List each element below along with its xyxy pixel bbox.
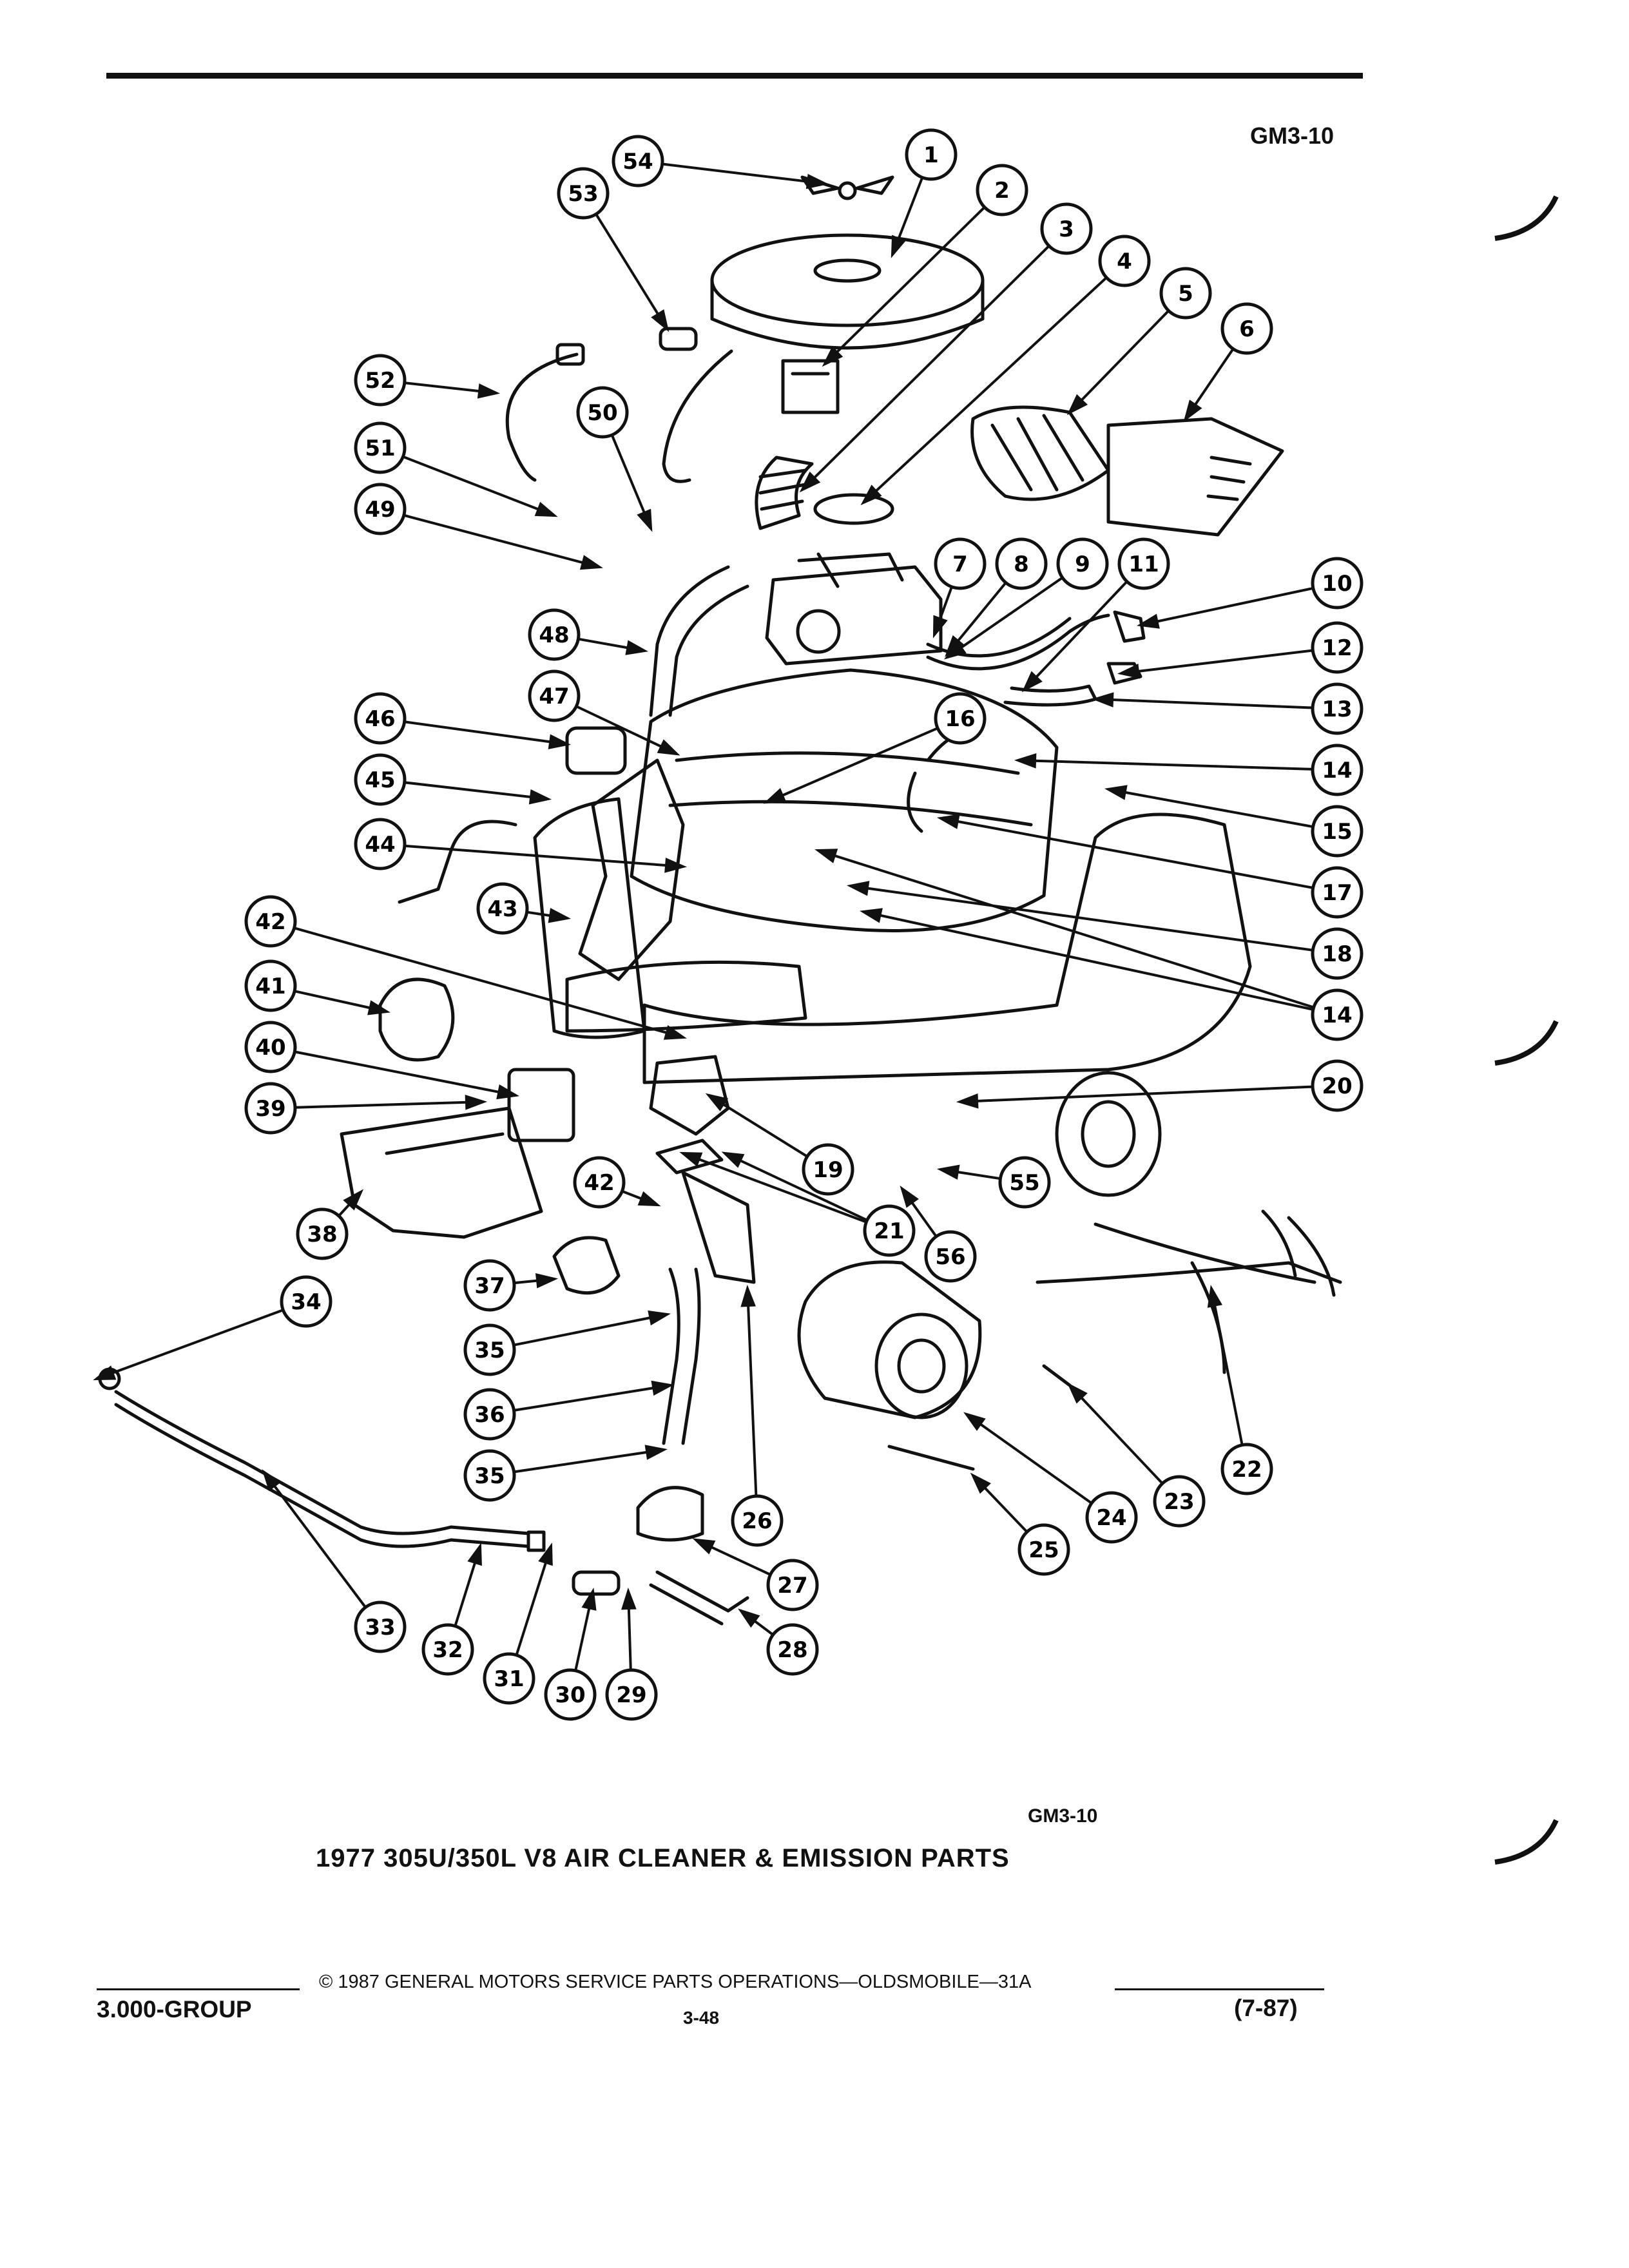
- callout-label-1: 1: [923, 142, 939, 168]
- callout-label-30: 30: [555, 1682, 586, 1708]
- leader-line-54: [664, 164, 825, 184]
- callout-label-14: 14: [1322, 1003, 1353, 1028]
- callout-label-23: 23: [1164, 1489, 1195, 1515]
- leader-arrowhead-20: [960, 1095, 977, 1107]
- leader-arrowhead-22: [1209, 1289, 1220, 1306]
- callout-label-18: 18: [1322, 941, 1353, 967]
- callout-label-41: 41: [255, 974, 286, 999]
- leader-arrowhead-51: [537, 504, 554, 515]
- intake-manifold: [631, 670, 1057, 930]
- callout-label-25: 25: [1028, 1537, 1059, 1563]
- callout-label-33: 33: [365, 1615, 396, 1640]
- leader-arrowhead-29: [623, 1591, 635, 1608]
- callout-label-43: 43: [487, 896, 518, 922]
- gasket-ring: [815, 495, 892, 523]
- vacuum-harness: [1037, 1224, 1340, 1372]
- leader-line-9: [947, 579, 1061, 657]
- callout-label-15: 15: [1322, 819, 1353, 845]
- canister: [567, 728, 625, 773]
- leader-line-23: [1070, 1385, 1162, 1483]
- leader-arrowhead-14: [1018, 755, 1035, 767]
- callout-label-49: 49: [365, 497, 396, 523]
- leader-line-46: [406, 722, 567, 744]
- leader-arrowhead-28: [741, 1611, 758, 1626]
- leader-arrowhead-53: [653, 311, 667, 329]
- callout-label-11: 11: [1128, 552, 1159, 577]
- copyright-notice: © 1987 GENERAL MOTORS SERVICE PARTS OPERATIONS—OLDSMOBILE—31A: [319, 1972, 1032, 1992]
- leader-arrowhead-44: [666, 860, 683, 871]
- callout-label-46: 46: [365, 706, 396, 732]
- vacuum-control: [380, 979, 453, 1060]
- leader-arrowhead-1: [892, 237, 904, 255]
- callout-label-35: 35: [474, 1463, 505, 1489]
- callout-label-37: 37: [474, 1273, 505, 1299]
- leader-arrowhead-37: [537, 1275, 554, 1287]
- leader-arrowhead-45: [530, 791, 548, 803]
- leader-arrowhead-36: [653, 1382, 670, 1394]
- callout-label-38: 38: [307, 1222, 338, 1247]
- diverter-tube: [651, 1572, 747, 1624]
- pipe-nut: [528, 1532, 544, 1550]
- leader-arrowhead-48: [627, 642, 644, 654]
- leader-line-51: [404, 457, 554, 515]
- callout-label-42: 42: [584, 1170, 615, 1196]
- diverter-valve: [638, 1488, 702, 1540]
- hose-bend: [1005, 686, 1095, 705]
- leader-arrowhead-21: [725, 1153, 742, 1166]
- leader-line-42: [296, 928, 683, 1037]
- leader-arrowhead-35: [650, 1312, 667, 1323]
- leader-arrowhead-12: [1121, 666, 1139, 677]
- callout-label-21: 21: [874, 1218, 905, 1244]
- leader-line-4: [863, 278, 1106, 503]
- callout-label-27: 27: [777, 1573, 808, 1599]
- leader-arrowhead-39: [467, 1097, 483, 1108]
- sensor: [783, 361, 838, 412]
- header-figure-code: GM3-10: [1250, 122, 1335, 149]
- scan-mark: [1489, 193, 1566, 251]
- callout-label-44: 44: [365, 832, 396, 858]
- leader-line-33: [264, 1472, 365, 1606]
- leader-arrowhead-10: [1141, 616, 1158, 628]
- leader-line-45: [406, 783, 548, 799]
- leader-line-35: [516, 1450, 664, 1472]
- callout-label-4: 4: [1117, 249, 1132, 274]
- leader-line-12: [1121, 651, 1311, 673]
- leader-arrowhead-41: [369, 1003, 387, 1014]
- leader-arrowhead-13: [1095, 694, 1112, 706]
- callout-label-35: 35: [474, 1338, 505, 1363]
- leader-line-34: [97, 1311, 282, 1379]
- callout-label-31: 31: [494, 1666, 525, 1692]
- callout-label-48: 48: [539, 622, 570, 648]
- leader-line-13: [1095, 699, 1311, 707]
- callout-label-52: 52: [365, 368, 396, 394]
- leader-line-20: [960, 1087, 1311, 1102]
- adjust-bolt: [1044, 1366, 1070, 1385]
- callout-label-39: 39: [255, 1096, 286, 1122]
- footer-rule-left: [97, 1988, 300, 1990]
- leader-arrowhead-50: [639, 511, 651, 528]
- leader-arrowhead-18: [851, 883, 868, 894]
- pcv-hose-top: [507, 354, 577, 480]
- callout-label-12: 12: [1322, 635, 1353, 661]
- solenoid: [509, 1070, 574, 1140]
- callout-label-6: 6: [1239, 316, 1255, 342]
- leader-arrowhead-35: [646, 1446, 664, 1458]
- scan-mark: [1489, 1817, 1566, 1875]
- leader-arrowhead-46: [550, 736, 567, 748]
- leader-arrowhead-32: [470, 1546, 481, 1564]
- check-valve-assy: [554, 1238, 619, 1293]
- group-number: 3.000-GROUP: [97, 1996, 252, 2023]
- leader-line-2: [825, 208, 983, 364]
- leader-line-10: [1141, 588, 1312, 625]
- callout-label-7: 7: [952, 552, 968, 577]
- callout-label-24: 24: [1096, 1505, 1127, 1531]
- revision-date: (7-87): [1234, 1995, 1298, 2021]
- leader-arrowhead-56: [902, 1189, 916, 1206]
- leader-arrowhead-47: [659, 742, 677, 754]
- callout-label-8: 8: [1014, 552, 1029, 577]
- connector: [660, 329, 696, 349]
- leader-arrowhead-24: [967, 1414, 983, 1428]
- leader-arrowhead-40: [498, 1086, 516, 1098]
- callout-label-32: 32: [432, 1637, 463, 1663]
- leader-arrowhead-52: [479, 385, 496, 397]
- crank-pulley: [1057, 1073, 1160, 1195]
- callout-label-28: 28: [777, 1637, 808, 1663]
- leader-arrowhead-27: [696, 1540, 713, 1552]
- callout-label-40: 40: [255, 1035, 286, 1061]
- callout-label-2: 2: [994, 178, 1010, 204]
- egr-adapter: [683, 1173, 754, 1282]
- callout-label-19: 19: [813, 1157, 843, 1183]
- elbow-fitting: [1115, 612, 1144, 641]
- callout-label-3: 3: [1059, 216, 1074, 242]
- leader-arrowhead-15: [1108, 787, 1126, 798]
- leader-arrowhead-6: [1186, 401, 1200, 419]
- figure-code: GM3-10: [1028, 1805, 1098, 1827]
- leader-line-14: [1018, 760, 1311, 769]
- callout-label-54: 54: [622, 149, 653, 175]
- page-number: 3-48: [683, 2008, 720, 2028]
- leader-line-5: [1070, 312, 1168, 412]
- callout-label-5: 5: [1178, 281, 1193, 307]
- callout-label-36: 36: [474, 1402, 505, 1428]
- snorkel-duct: [972, 407, 1108, 499]
- callout-label-16: 16: [945, 706, 976, 732]
- callout-label-22: 22: [1231, 1457, 1262, 1483]
- callout-label-42: 42: [255, 909, 286, 935]
- leader-arrowhead-42: [640, 1193, 657, 1205]
- leader-line-26: [747, 1289, 756, 1495]
- figure-title: 1977 305U/350L V8 AIR CLEANER & EMISSION PARTS: [316, 1844, 1010, 1872]
- carburetor: [767, 567, 941, 664]
- vacuum-hose: [664, 351, 731, 481]
- air-pipe: [664, 1269, 679, 1443]
- callout-label-20: 20: [1322, 1073, 1353, 1099]
- callout-label-17: 17: [1322, 880, 1353, 906]
- leader-arrowhead-49: [582, 557, 599, 568]
- leader-arrowhead-55: [941, 1166, 958, 1178]
- leader-arrowhead-14: [863, 910, 881, 921]
- leader-line-22: [1211, 1289, 1242, 1444]
- callout-label-10: 10: [1322, 571, 1353, 597]
- callout-label-34: 34: [291, 1289, 322, 1315]
- leader-line-53: [597, 215, 667, 329]
- callout-label-29: 29: [616, 1682, 647, 1708]
- callout-label-13: 13: [1322, 697, 1353, 722]
- callout-label-26: 26: [742, 1508, 773, 1534]
- footer-rule-right: [1115, 1988, 1324, 1990]
- callout-label-14: 14: [1322, 758, 1353, 783]
- callout-label-50: 50: [587, 400, 618, 426]
- callout-label-53: 53: [568, 181, 599, 207]
- leader-line-49: [405, 515, 599, 567]
- callout-label-56: 56: [935, 1244, 966, 1270]
- egr-valve: [651, 1057, 728, 1134]
- leader-arrowhead-19: [709, 1095, 726, 1109]
- pump-bolt: [889, 1446, 973, 1469]
- leader-line-17: [941, 818, 1312, 888]
- leader-arrowhead-54: [807, 176, 825, 187]
- callout-label-51: 51: [365, 436, 396, 461]
- duct-extension: [1108, 419, 1282, 535]
- callout-label-45: 45: [365, 767, 396, 793]
- leader-arrowhead-21: [683, 1153, 701, 1165]
- leader-line-36: [515, 1385, 670, 1410]
- leader-line-35: [515, 1314, 667, 1345]
- air-injection-pump: [799, 1262, 980, 1418]
- leader-arrowhead-16: [767, 790, 784, 802]
- callout-label-9: 9: [1075, 552, 1090, 577]
- leader-arrowhead-14: [818, 850, 836, 861]
- scan-mark: [1489, 1018, 1566, 1076]
- leader-arrowhead-17: [941, 816, 958, 827]
- callout-label-55: 55: [1009, 1170, 1040, 1196]
- exhaust-manifold: [567, 962, 805, 1031]
- leader-line-39: [296, 1102, 483, 1108]
- leader-arrowhead-43: [550, 910, 567, 921]
- callout-label-47: 47: [539, 684, 570, 709]
- leader-line-14: [863, 912, 1312, 1009]
- leader-arrowhead-26: [742, 1289, 754, 1305]
- heat-shield: [342, 1108, 541, 1237]
